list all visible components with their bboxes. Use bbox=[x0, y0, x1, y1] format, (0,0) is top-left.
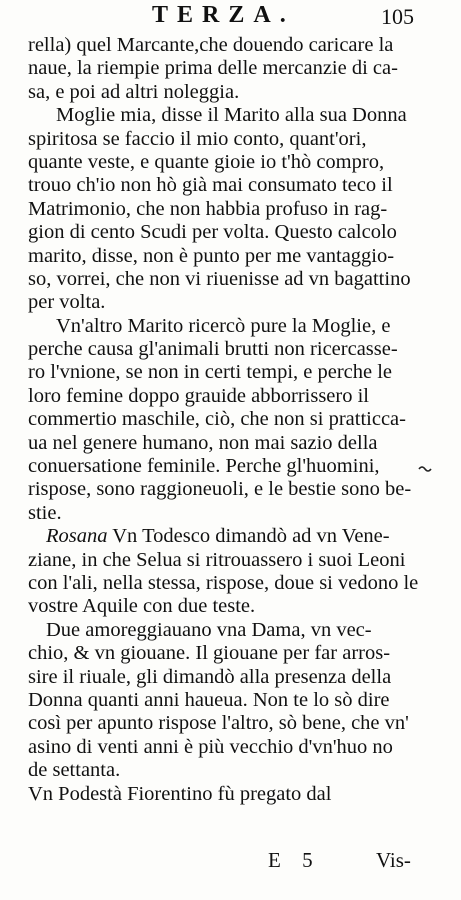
catchword: Vis- bbox=[376, 848, 411, 872]
text-line: Moglie mia, disse il Marito alla sua Donna bbox=[56, 104, 407, 127]
running-head: TERZA. bbox=[152, 2, 295, 28]
text-line: Due amoreggiauano vna Dama, vn vec- bbox=[46, 618, 372, 641]
page-number: 105 bbox=[381, 4, 414, 29]
signature-mark: E 5 bbox=[268, 848, 321, 872]
text-line: rispose, sono raggioneuoli, e le bestie sono be- bbox=[28, 478, 412, 501]
body-text bbox=[28, 34, 438, 806]
text-line: marito, disse, non è punto per me vantaggio- bbox=[28, 244, 395, 267]
text-line: naue, la riempie prima delle mercanzie di ca- bbox=[28, 57, 398, 80]
text-line: spiritosa se faccio il mio conto, quant'ori, bbox=[28, 127, 367, 150]
text-line: chio, & vn giouane. Il giouane per far arros- bbox=[28, 642, 391, 665]
text-line: stie. bbox=[28, 501, 62, 524]
text-line: Donna quanti anni haueua. Non te lo sò dire bbox=[28, 688, 390, 711]
speaker-name: Rosana bbox=[46, 525, 108, 548]
paragraph-3 bbox=[28, 315, 438, 526]
text-line: loro femine doppo grauide abborrissero il bbox=[28, 384, 370, 407]
text-line: commertio maschile, ciò, che non si pratticca- bbox=[28, 408, 406, 431]
text-line: così per apunto rispose l'altro, sò bene, che vn' bbox=[28, 712, 409, 735]
text-line: Vn Podestà Fiorentino fù pregato dal bbox=[28, 782, 332, 805]
text-line: rella) quel Marcante,che douendo caricare la bbox=[28, 34, 394, 56]
text-line: ziane, in che Selua si ritrouassero i suoi Leoni bbox=[28, 548, 406, 571]
page-footer bbox=[0, 848, 461, 878]
text-line: ua nel genere humano, non mai sazio della bbox=[28, 431, 378, 454]
text-line: quante veste, e quante gioie io t'hò compro, bbox=[28, 150, 385, 173]
page-header bbox=[0, 2, 461, 32]
text-line: conuersatione feminile. Perche gl'huomini, bbox=[28, 455, 380, 478]
paragraph-5 bbox=[28, 619, 438, 783]
text-line: per volta. bbox=[28, 291, 106, 314]
text-line: asino di venti anni è più vecchio d'vn'huo no bbox=[28, 735, 393, 758]
ink-flourish-icon bbox=[418, 464, 432, 474]
text-segment: Vn Todesco dimandò ad vn Vene- bbox=[107, 525, 390, 548]
text-line: perche causa gl'animali brutti non ricercasse- bbox=[28, 338, 398, 361]
text-line: trouo ch'io non hò già mai consumato teco il bbox=[28, 174, 393, 197]
text-line bbox=[28, 525, 438, 548]
paragraph-1 bbox=[28, 34, 438, 104]
text-line: de settanta. bbox=[28, 759, 121, 782]
paragraph-6 bbox=[28, 783, 438, 806]
text-line: con l'ali, nella stessa, rispose, doue si vedono le bbox=[28, 571, 419, 594]
text-line: Vn'altro Marito ricercò pure la Moglie, e bbox=[56, 314, 391, 337]
text-line: so, vorrei, che non vi riuenisse ad vn bagattino bbox=[28, 267, 411, 290]
text-line: sire il riuale, gli dimandò alla presenza della bbox=[28, 665, 392, 688]
text-line: Matrimonio, che non habbia profuso in rag- bbox=[28, 197, 388, 220]
text-line: ro l'vnione, se non in certi tempi, e perche le bbox=[28, 361, 393, 384]
text-line: gion di cento Scudi per volta. Questo calcolo bbox=[28, 221, 397, 244]
text-line: vostre Aquile con due teste. bbox=[28, 595, 256, 618]
paragraph-2 bbox=[28, 104, 438, 315]
text-line: sa, e poi ad altri noleggia. bbox=[28, 80, 240, 103]
paragraph-4 bbox=[28, 525, 438, 619]
